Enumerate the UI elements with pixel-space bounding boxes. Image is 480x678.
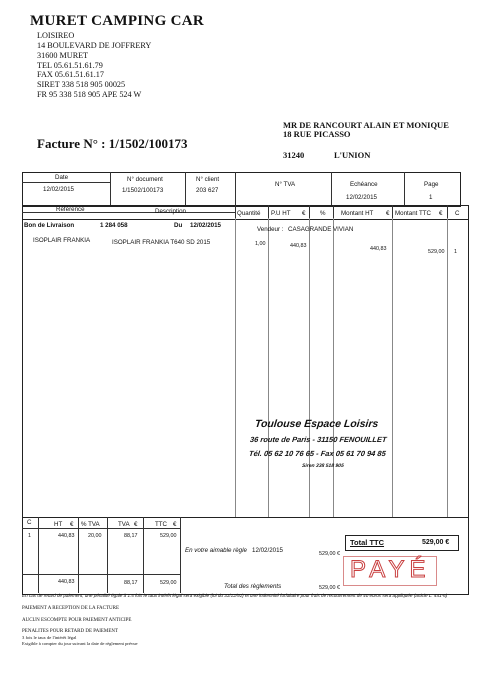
col-pct: %	[320, 210, 326, 217]
page-value: 1	[429, 194, 433, 201]
stamp-phone: Tél. 05 62 10 76 65 - Fax 05 61 70 94 85	[248, 449, 387, 458]
col-qty: Quantité	[237, 210, 261, 217]
delivery-du: Du	[174, 222, 183, 229]
totals-ht-label: HT	[54, 521, 63, 528]
totals-row-pct: 20,00	[88, 533, 102, 539]
totals-pct-label: % TVA	[81, 521, 100, 528]
footer-line-5: Exigible à compter du jour suivant la date de règlement prévue	[22, 641, 138, 646]
due-label: Echéance	[350, 181, 378, 188]
col-pu: P.U HT	[271, 210, 291, 217]
totals-row-c: 1	[28, 533, 31, 539]
customer-city: L'UNION	[334, 150, 371, 160]
totals-c-label: C	[27, 519, 32, 526]
due-value: 12/02/2015	[346, 194, 377, 201]
footer-line-2: AUCUN ESCOMPTE POUR PAIEMENT ANTICIPE	[22, 618, 132, 623]
date-value: 12/02/2015	[43, 186, 74, 193]
company-line: TEL 05.61.51.61.79	[37, 61, 103, 70]
col-desc: Description	[155, 208, 186, 215]
totals-tva-currency: €	[134, 521, 138, 528]
company-line: LOISIREO	[37, 31, 75, 40]
reglement-date: 12/02/2015	[252, 547, 283, 554]
totals-tva-label: TVA	[118, 521, 130, 528]
reglement-amount: 529,00 €	[319, 551, 340, 557]
totals-sum-tva: 88,17	[124, 580, 138, 586]
seller-name: CASAGRANDE VIVIAN	[288, 226, 354, 233]
client-value: 203 627	[196, 187, 219, 194]
totals-ttc-currency: €	[173, 521, 177, 528]
item-qty: 1,00	[255, 241, 266, 247]
delivery-date: 12/02/2015	[190, 222, 221, 229]
customer-postcode: 31240	[283, 150, 305, 160]
total-ttc-value: 529,00 €	[422, 539, 450, 546]
doc-label: N° document	[127, 176, 163, 183]
item-mttc: 529,00	[428, 249, 445, 255]
totals-sum-ttc: 529,00	[160, 580, 177, 586]
company-line: FAX 05.61.51.61.17	[37, 70, 104, 79]
totals-row-ht: 440,83	[58, 533, 75, 539]
total-ttc-label: Total TTC	[350, 538, 385, 547]
company-line: FR 95 338 518 905 APE 524 W	[37, 90, 142, 99]
item-ref: ISOPLAIR FRANKIA	[33, 237, 91, 244]
totals-ht-currency: €	[70, 521, 74, 528]
col-c: C	[455, 210, 460, 217]
totals-row-ttc: 529,00	[160, 533, 177, 539]
company-name: MURET CAMPING CAR	[30, 13, 204, 29]
item-mht: 440,83	[370, 246, 387, 252]
footer-line-1: PAIEMENT A RECEPTION DE LA FACTURE	[22, 606, 119, 611]
delivery-number: 1 284 058	[100, 222, 128, 229]
totals-ttc-label: TTC	[155, 521, 168, 528]
tva-label: N° TVA	[275, 181, 296, 188]
footer-line-3: PENALITES POUR RETARD DE PAIEMENT	[22, 629, 119, 634]
paid-stamp: PAYÉ	[350, 556, 431, 583]
item-c: 1	[454, 249, 457, 255]
total-reglements-value: 529,00 €	[319, 585, 340, 591]
invoice-title: Facture N° : 1/1502/100173	[37, 136, 188, 151]
company-line: 14 BOULEVARD DE JOFFRERY	[37, 41, 152, 50]
doc-value: 1/1502/100173	[122, 187, 164, 194]
client-label: N° client	[196, 176, 220, 183]
col-mttc-currency: €	[439, 210, 443, 217]
page-label: Page	[424, 181, 439, 188]
company-line: 31600 MURET	[37, 51, 89, 60]
delivery-label: Bon de Livraison	[24, 222, 75, 229]
totals-sum-ht: 440,83	[58, 579, 75, 585]
body-area	[22, 218, 469, 517]
footer-line-4: 3 fois le taux de l'intérêt légal	[22, 635, 77, 640]
company-line: SIRET 338 518 905 00025	[37, 80, 126, 89]
col-mttc: Montant TTC	[395, 210, 431, 217]
stamp-name: Toulouse Espace Loisirs	[254, 418, 379, 430]
item-pu: 440,83	[290, 243, 307, 249]
reglement-label: En votre aimable règle	[185, 547, 247, 554]
customer-street: 18 RUE PICASSO	[283, 129, 351, 139]
total-reglements-label: Total des règlements	[224, 583, 282, 590]
col-mht-currency: €	[386, 210, 390, 217]
customer-name: MR DE RANCOURT ALAIN ET MONIQUE	[283, 120, 449, 130]
date-label: Date	[55, 174, 69, 181]
col-mht: Montant HT	[341, 210, 374, 217]
totals-row-tva: 88,17	[124, 533, 138, 539]
stamp-address: 36 route de Paris - 31150 FENOUILLET	[249, 435, 388, 444]
seller-label: Vendeur :	[257, 226, 284, 233]
col-pu-currency: €	[302, 210, 306, 217]
item-desc: ISOPLAIR FRANKIA T640 SD 2015	[112, 239, 211, 246]
penalty-notice: En cas de retard de paiement, une pénalité égale à 1.5 fois le taux intérêt légal sera exigible (loi du 31/12/92) et une indemnité forfaitaire pour frais de recouvrement de 40 euros sera appliquée (article L. 441-6)	[22, 593, 448, 598]
col-ref: Référence	[56, 206, 85, 213]
header-box	[22, 172, 461, 207]
stamp-siren: Siren 338 518 905	[301, 463, 345, 469]
